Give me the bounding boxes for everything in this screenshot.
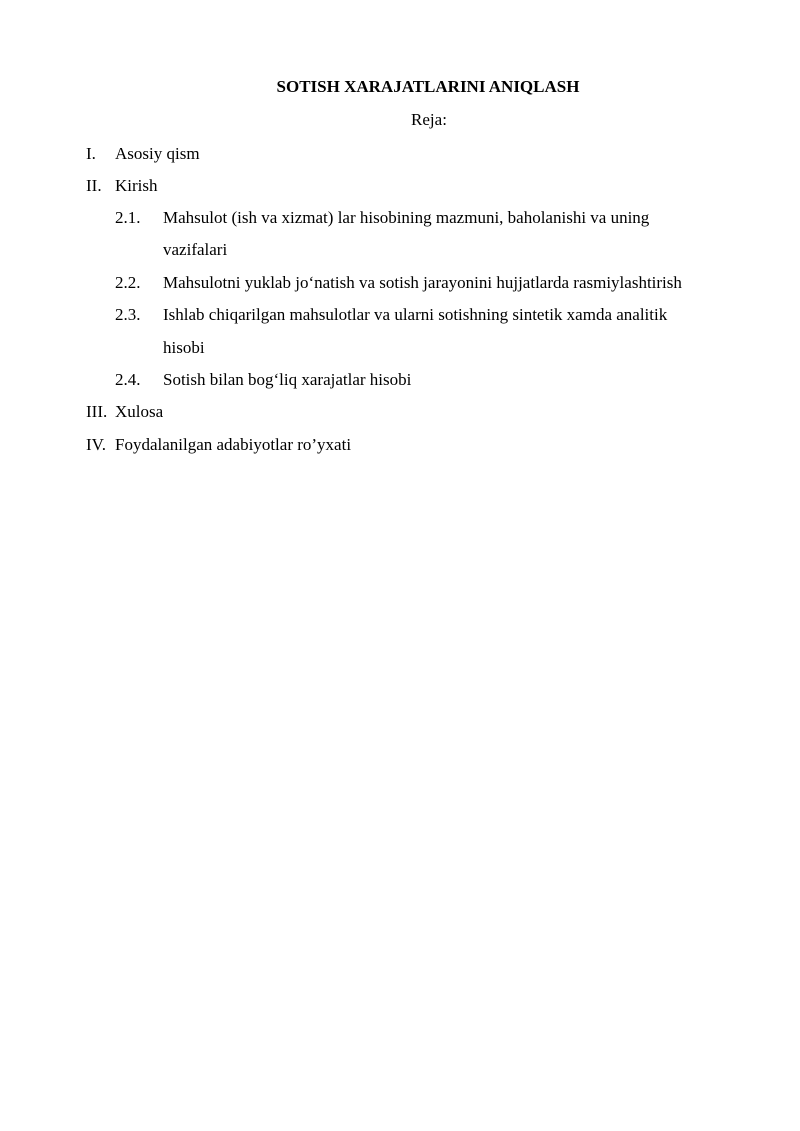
plan-subitem-number: 2.2. [115,273,141,292]
plan-subitem-text: Mahsulot (ish va xizmat) lar hisobining mazmuni, baholanishi va uning [163,208,650,227]
plan-subitem-text-continued: vazifalari [163,240,228,259]
plan-subitem-number: 2.3. [115,305,141,324]
plan-item-number: I. [86,144,96,163]
plan-item-text: Kirish [115,176,158,195]
plan-subitem-text: Mahsulotni yuklab jo‘natish va sotish jarayonini hujjatlarda rasmiylashtirish [163,273,682,292]
plan-subitem-number: 2.1. [115,208,141,227]
plan-item-text: Asosiy qism [115,144,200,163]
plan-subitem-text-continued: hisobi [163,338,205,357]
plan-heading: Reja: [411,110,447,129]
plan-item-text: Foydalanilgan adabiyotlar ro’yxati [115,435,352,454]
plan-subitem-text: Ishlab chiqarilgan mahsulotlar va ularni sotishning sintetik xamda analitik [163,305,668,324]
plan-item-text: Xulosa [115,402,164,421]
document-title: SOTISH XARAJATLARINI ANIQLASH [276,77,580,96]
plan-item-number: III. [86,402,108,421]
plan-item-number: II. [86,176,102,195]
plan-subitem-text: Sotish bilan bog‘liq xarajatlar hisobi [163,370,412,389]
plan-item-number: IV. [86,435,106,454]
plan-subitem-number: 2.4. [115,370,141,389]
